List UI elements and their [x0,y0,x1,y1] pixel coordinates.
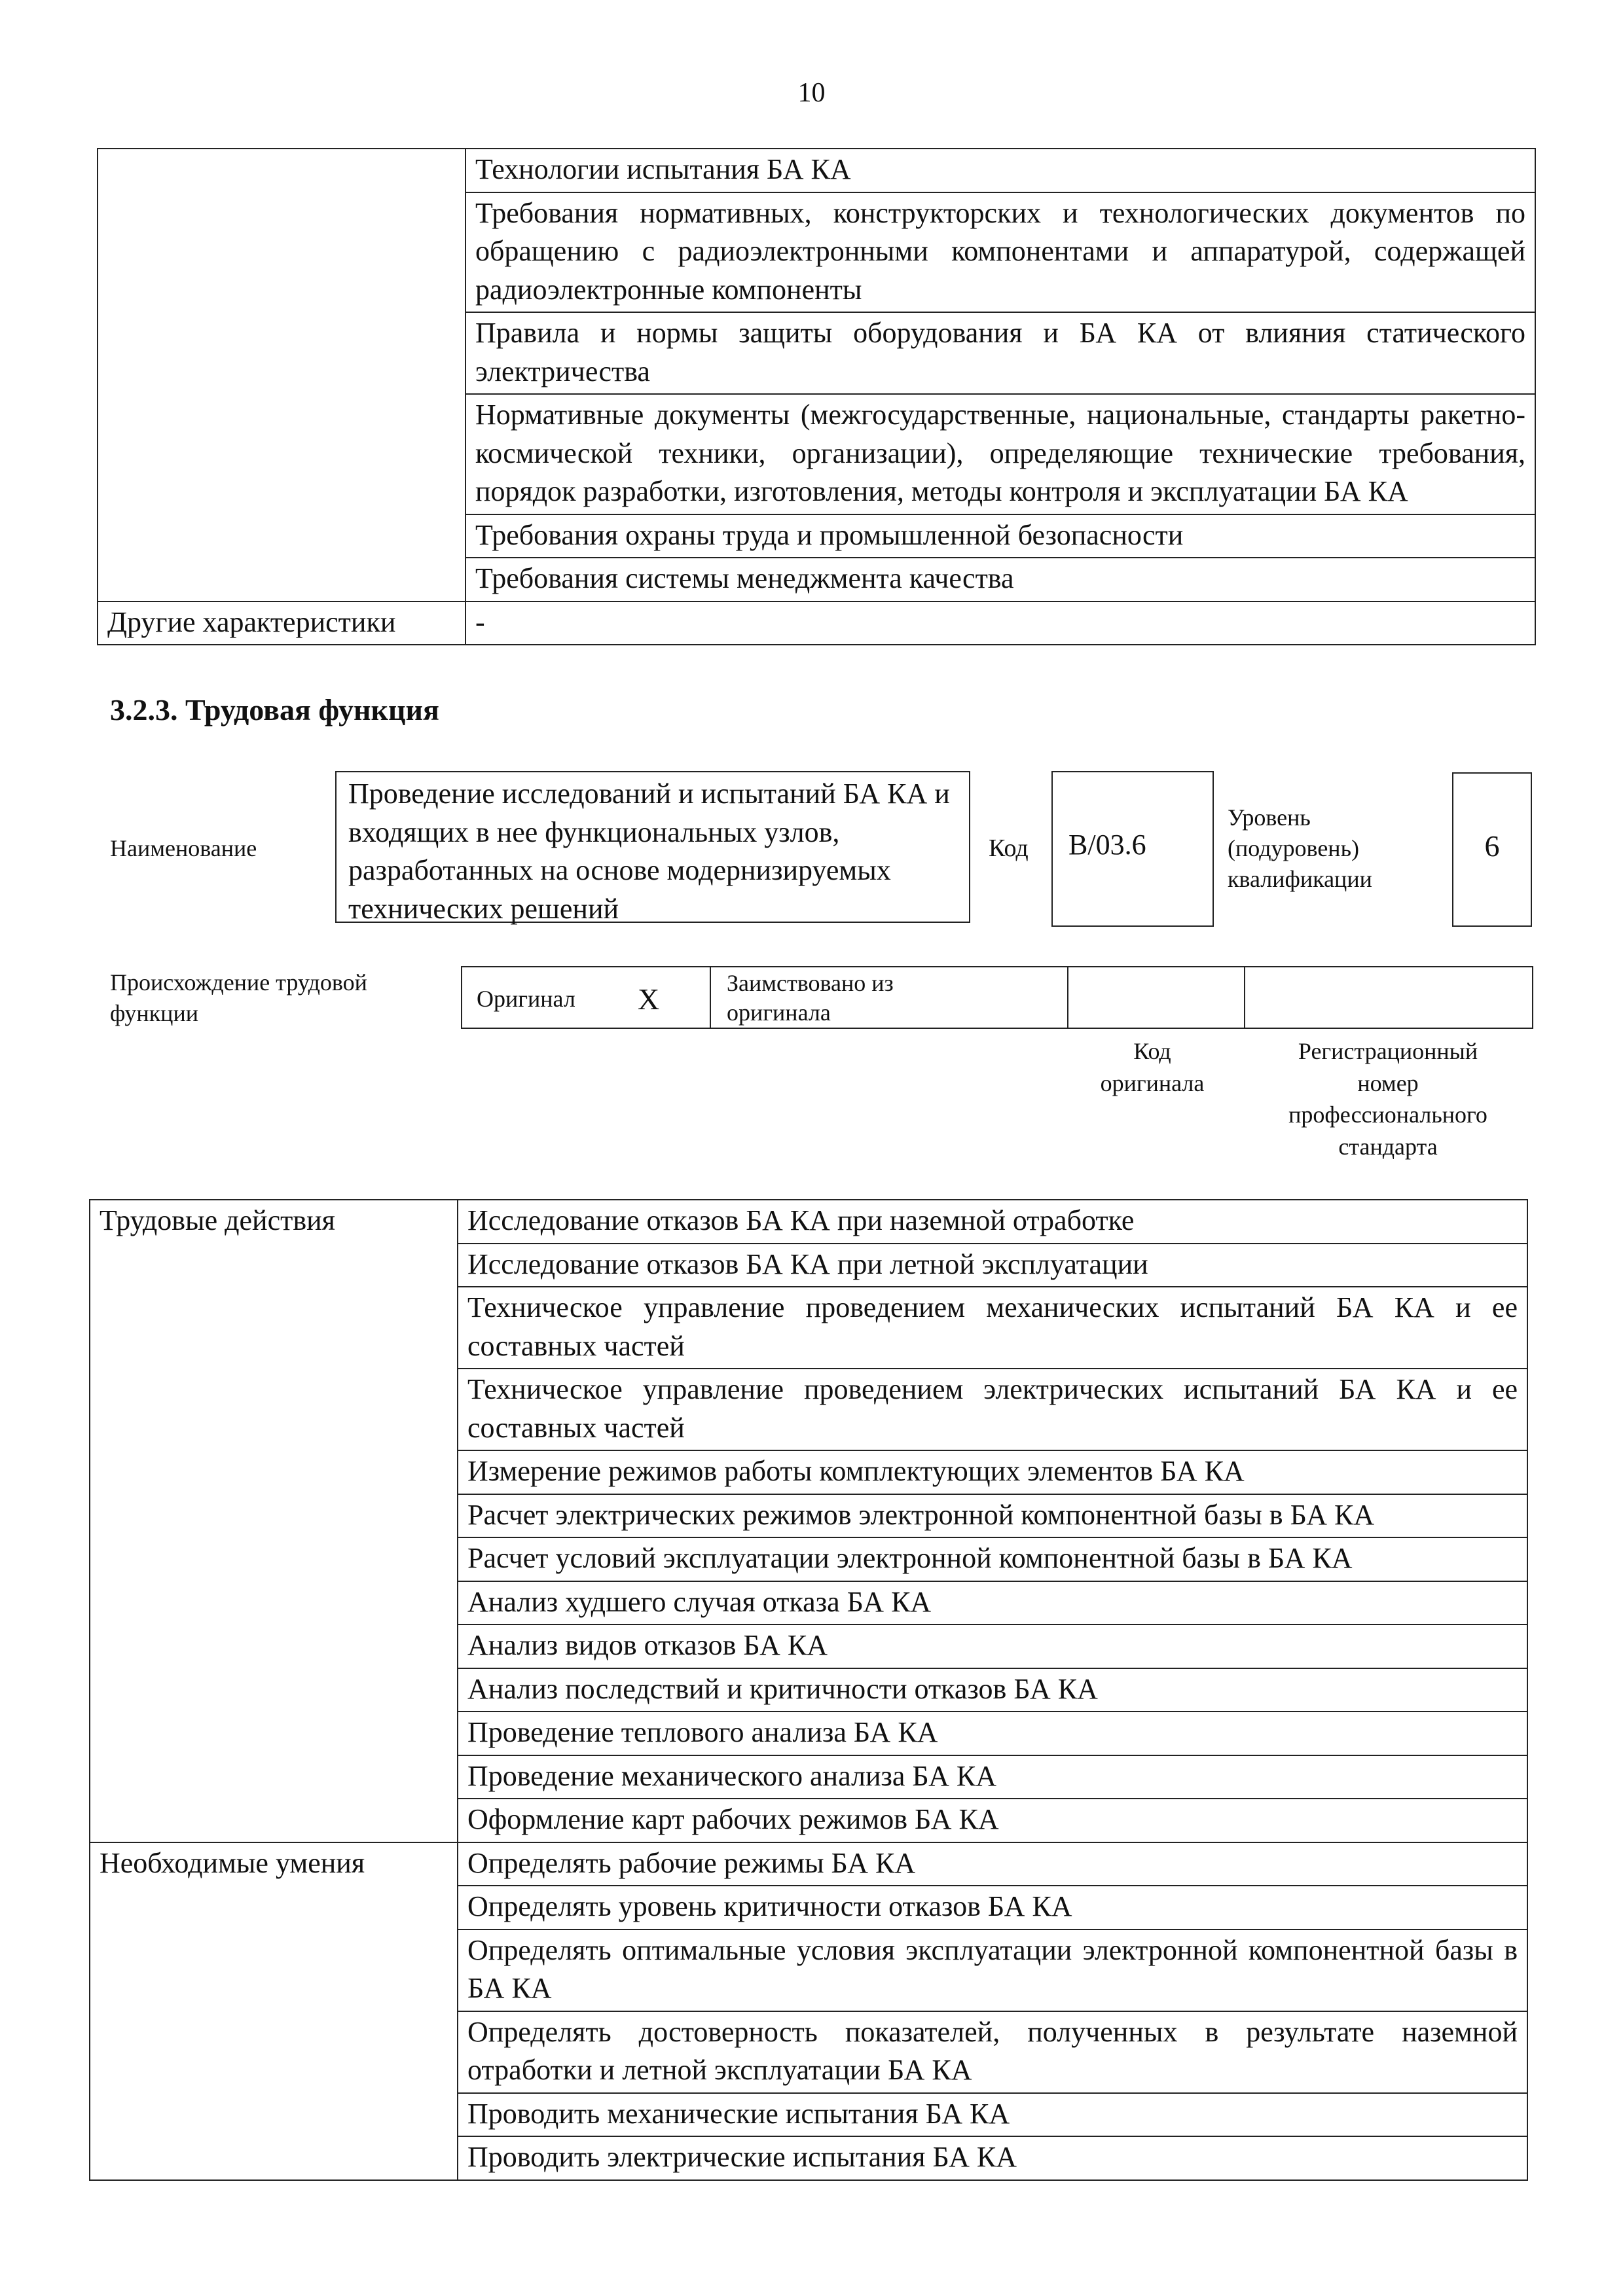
required-skills-label: Необходимые умения [90,1842,458,2180]
list-item: Расчет условий эксплуатации электронной компонентной базы в БА КА [458,1537,1527,1581]
bottom-table [89,1199,1528,2181]
code-value-box: B/03.6 [1051,771,1214,927]
other-characteristics-label: Другие характеристики [98,601,465,645]
list-item: Расчет электрических режимов электронной компонентной базы в БА КА [458,1494,1527,1538]
function-name-box: Проведение исследований и испытаний БА КА и входящих в нее функциональных узлов, разработанных на основе модернизируемых технических решений [335,771,970,923]
top-table [97,148,1536,645]
list-item: Требования охраны труда и промышленной безопасности [465,514,1535,558]
table-row [98,601,1535,645]
name-label: Наименование [110,835,257,861]
list-item: Исследование отказов БА КА при наземной отработке [458,1200,1527,1244]
original-cell [462,967,711,1028]
qualification-level-box: 6 [1452,772,1532,927]
qualification-level-label-text: Уровень (подуровень) квалификации [1228,804,1372,892]
list-item: Проведение теплового анализа БА КА [458,1712,1527,1755]
table-row [90,1200,1527,1244]
original-mark: X [638,982,660,1016]
list-item: Определять рабочие режимы БА КА [458,1842,1527,1886]
empty-label-cell [98,149,465,601]
original-code-caption [1074,1035,1231,1099]
list-item: Проводить электрические испытания БА КА [458,2136,1527,2180]
list-item: Требования нормативных, конструкторских и технологических документов по обращению с радиоэлектронными компонентами и аппаратурой, содержащей радиоэлектронные компоненты [465,192,1535,313]
origin-label-text: Происхождение трудовой функции [110,969,367,1026]
list-item: Анализ последствий и критичности отказов БА КА [458,1668,1527,1712]
list-item: Нормативные документы (межгосударственные, национальные, стандарты ракетно-космической техники, организации), определяющие технические требования, порядок разработки, изготовления, методы контроля и эксплуатации БА КА [465,394,1535,514]
list-item: Определять уровень критичности отказов БА КА [458,1886,1527,1929]
code-label: Код [989,834,1029,862]
list-item: Требования системы менеджмента качества [465,558,1535,601]
list-item: Технологии испытания БА КА [465,149,1535,192]
other-characteristics-value: - [465,601,1535,645]
list-item: Проведение механического анализа БА КА [458,1755,1527,1799]
list-item: Анализ видов отказов БА КА [458,1624,1527,1668]
table-row [98,149,1535,192]
table-row [90,1842,1527,1886]
origin-row [461,966,1533,1029]
list-item: Анализ худшего случая отказа БА КА [458,1581,1527,1625]
registration-number-caption [1244,1035,1532,1162]
original-code-cell [1068,967,1245,1028]
page-number: 10 [797,78,826,108]
borrowed-cell [711,967,1068,1028]
list-item: Проводить механические испытания БА КА [458,2093,1527,2137]
section-heading: 3.2.3. Трудовая функция [110,693,439,726]
list-item: Техническое управление проведением механических испытаний БА КА и ее составных частей [458,1287,1527,1369]
registration-number-cell [1245,967,1532,1028]
qualification-level-label [1228,802,1424,894]
original-code-caption-text: Код оригинала [1100,1038,1205,1096]
list-item: Измерение режимов работы комплектующих элементов БА КА [458,1450,1527,1494]
borrowed-label: Заимствовано из оригинала [727,970,894,1026]
original-label: Оригинал [477,986,575,1012]
registration-number-caption-text: Регистрационный номер профессионального стандарта [1288,1038,1487,1160]
list-item: Оформление карт рабочих режимов БА КА [458,1799,1527,1842]
origin-label [110,967,450,1029]
labor-actions-label: Трудовые действия [90,1200,458,1842]
list-item: Определять оптимальные условия эксплуатации электронной компонентной базы в БА КА [458,1929,1527,2011]
list-item: Определять достоверность показателей, полученных в результате наземной отработки и летной эксплуатации БА КА [458,2011,1527,2093]
list-item: Техническое управление проведением электрических испытаний БА КА и ее составных частей [458,1369,1527,1450]
list-item: Исследование отказов БА КА при летной эксплуатации [458,1244,1527,1287]
list-item: Правила и нормы защиты оборудования и БА КА от влияния статического электричества [465,312,1535,394]
